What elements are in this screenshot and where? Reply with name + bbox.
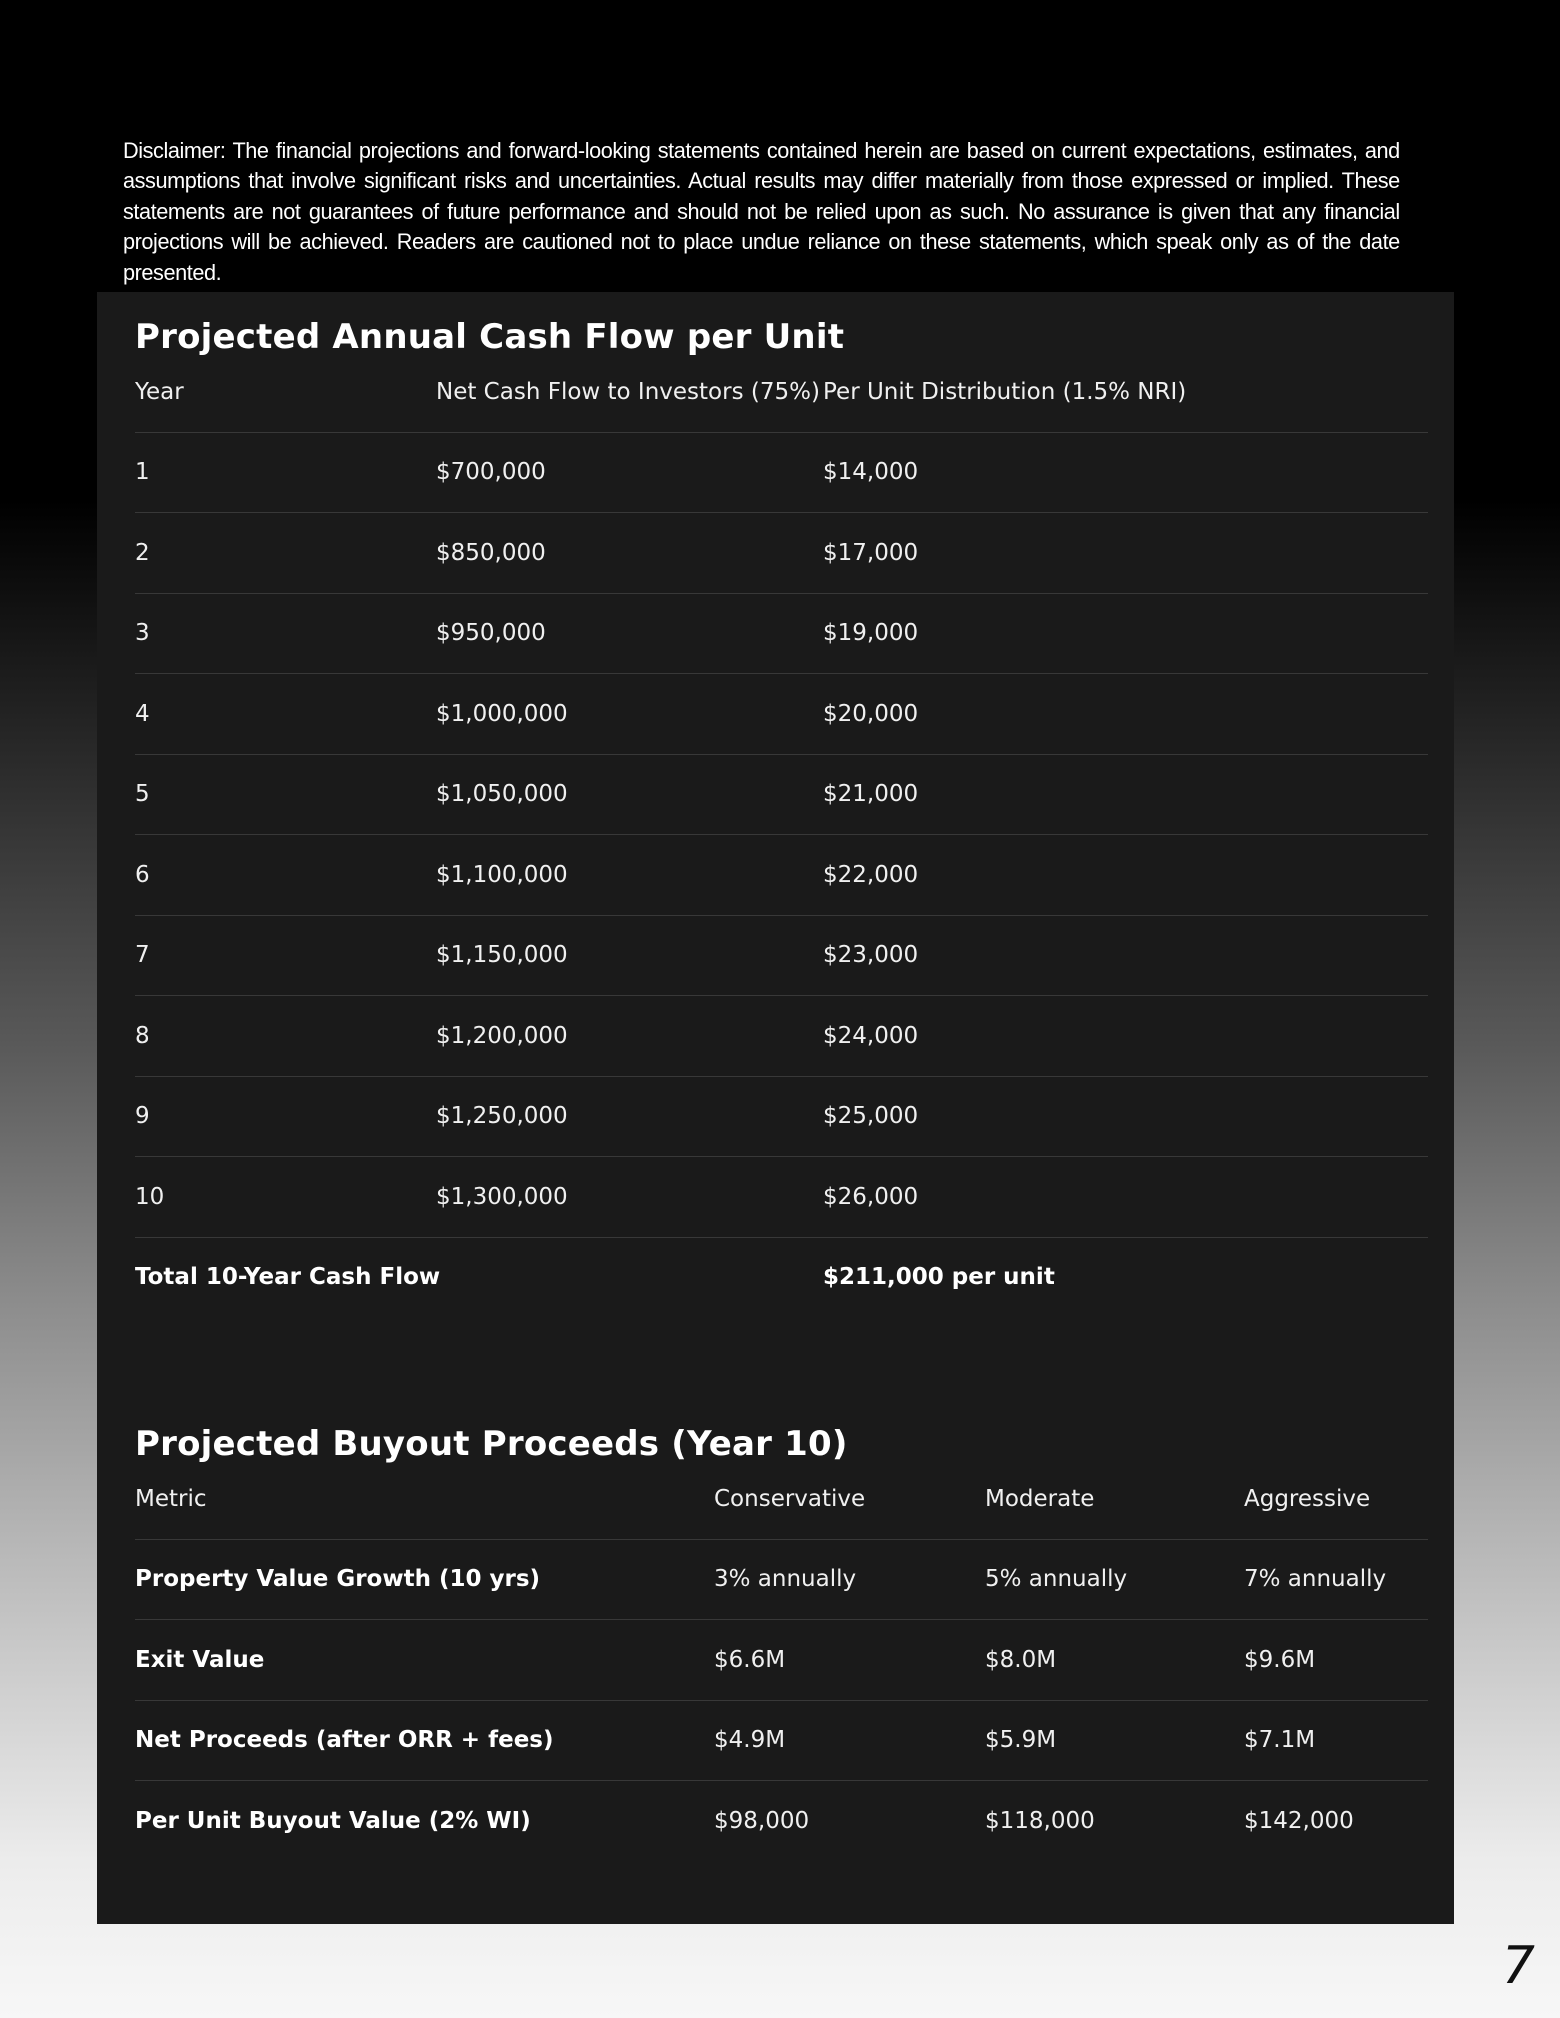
aggressive-cell: 7% annually [1244, 1539, 1428, 1620]
metric-label: Per Unit Buyout Value (2% WI) [135, 1807, 531, 1834]
total-label: Total 10-Year Cash Flow [135, 1264, 441, 1291]
column-header-metric: Metric [135, 1459, 714, 1539]
per-unit-distribution-cell: $25,000 [823, 1076, 1428, 1157]
year-cell: 7 [135, 915, 436, 996]
table-row [135, 915, 1428, 996]
cash-flow-header-row [135, 352, 1428, 432]
table-row [135, 432, 1428, 513]
table-row [135, 835, 1428, 916]
year-cell: 9 [135, 1076, 436, 1157]
table-row [135, 674, 1428, 755]
column-header-moderate: Moderate [985, 1459, 1244, 1539]
moderate-cell: $8.0M [985, 1620, 1244, 1701]
conservative-cell: $4.9M [714, 1700, 985, 1781]
table-row [135, 1076, 1428, 1157]
table-row [135, 513, 1428, 594]
per-unit-distribution-cell: $24,000 [823, 996, 1428, 1077]
table-row [135, 1157, 1428, 1238]
net-cash-flow-cell: $1,200,000 [436, 996, 823, 1077]
column-header-year: Year [135, 352, 436, 432]
net-cash-flow-cell: $1,000,000 [436, 674, 823, 755]
total-empty-cell [436, 1237, 823, 1317]
metric-label: Exit Value [135, 1620, 714, 1701]
cash-flow-title: Projected Annual Cash Flow per Unit [135, 317, 845, 357]
table-row [135, 996, 1428, 1077]
net-cash-flow-cell: $1,250,000 [436, 1076, 823, 1157]
net-cash-flow-cell: $1,300,000 [436, 1157, 823, 1238]
moderate-cell: $118,000 [985, 1807, 1095, 1834]
net-cash-flow-cell: $950,000 [436, 593, 823, 674]
conservative-cell: $6.6M [714, 1620, 985, 1701]
net-cash-flow-cell: $700,000 [436, 432, 823, 513]
year-cell: 3 [135, 593, 436, 674]
per-unit-distribution-cell: $14,000 [823, 432, 1428, 513]
table-row [135, 1781, 1428, 1861]
conservative-cell: $98,000 [714, 1807, 810, 1834]
aggressive-cell: $7.1M [1244, 1700, 1428, 1781]
per-unit-distribution-cell: $23,000 [823, 915, 1428, 996]
year-cell: 1 [135, 432, 436, 513]
per-unit-distribution-cell: $22,000 [823, 835, 1428, 916]
table-row [135, 1700, 1428, 1781]
buyout-table [135, 1459, 1428, 1861]
per-unit-distribution-cell: $17,000 [823, 513, 1428, 594]
per-unit-distribution-cell: $19,000 [823, 593, 1428, 674]
metric-label: Property Value Growth (10 yrs) [135, 1539, 714, 1620]
year-cell: 4 [135, 674, 436, 755]
net-cash-flow-cell: $850,000 [436, 513, 823, 594]
moderate-cell: 5% annually [985, 1539, 1244, 1620]
total-row [135, 1237, 1428, 1317]
buyout-title: Projected Buyout Proceeds (Year 10) [135, 1424, 848, 1464]
aggressive-cell: $142,000 [1244, 1807, 1354, 1834]
net-cash-flow-cell: $1,100,000 [436, 835, 823, 916]
year-cell: 10 [135, 1157, 436, 1238]
net-cash-flow-cell: $1,050,000 [436, 754, 823, 835]
column-header-per-unit-distribution: Per Unit Distribution (1.5% NRI) [823, 352, 1428, 432]
column-header-aggressive: Aggressive [1244, 1459, 1428, 1539]
net-cash-flow-cell: $1,150,000 [436, 915, 823, 996]
page-number: 7 [1501, 1936, 1535, 1996]
per-unit-distribution-cell: $21,000 [823, 754, 1428, 835]
year-cell: 2 [135, 513, 436, 594]
conservative-cell: 3% annually [714, 1539, 985, 1620]
financial-projections-panel [97, 292, 1454, 1924]
table-row [135, 1539, 1428, 1620]
total-value: $211,000 per unit [823, 1264, 1055, 1291]
aggressive-cell: $9.6M [1244, 1620, 1428, 1701]
table-row [135, 593, 1428, 674]
year-cell: 6 [135, 835, 436, 916]
disclaimer-text: Disclaimer: The financial projections and forward-looking statements contained herein are based on current expectations, estimates, and assumptions that involve significant risks and uncertainties. Actual results may differ materially from those expressed or implied. These statements are not guarantees of future performance and should not be relied upon as such. No assurance is given that any financial projections will be achieved. Readers are cautioned not to place undue reliance on these statements, which speak only as of the date presented. [123, 137, 1400, 285]
table-row [135, 1620, 1428, 1701]
moderate-cell: $5.9M [985, 1700, 1244, 1781]
year-cell: 8 [135, 996, 436, 1077]
column-header-net-cash-flow: Net Cash Flow to Investors (75%) [436, 352, 823, 432]
year-cell: 5 [135, 754, 436, 835]
column-header-conservative: Conservative [714, 1459, 985, 1539]
per-unit-distribution-cell: $26,000 [823, 1157, 1428, 1238]
per-unit-distribution-cell: $20,000 [823, 674, 1428, 755]
buyout-header-row [135, 1459, 1428, 1539]
cash-flow-table [135, 352, 1428, 1317]
metric-label: Net Proceeds (after ORR + fees) [135, 1700, 714, 1781]
table-row [135, 754, 1428, 835]
